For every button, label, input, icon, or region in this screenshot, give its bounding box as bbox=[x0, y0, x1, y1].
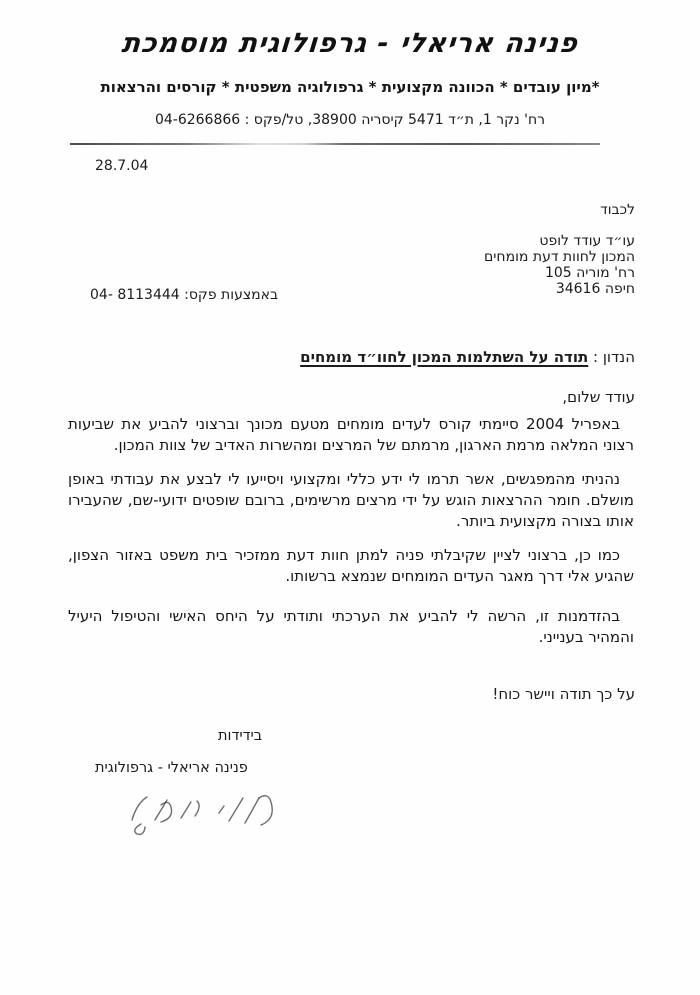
subject-line bbox=[300, 348, 635, 366]
recipient-line: רח' מוריה 105 bbox=[544, 265, 635, 281]
handwritten-signature bbox=[110, 780, 300, 850]
recipient-line: המכון לחוות דעת מומחים bbox=[484, 249, 635, 265]
letter-body bbox=[68, 414, 634, 661]
fax-note bbox=[90, 287, 278, 303]
thanks-line: על כך תודה ויישר כוח! bbox=[492, 685, 635, 703]
letter-date: 28.7.04 bbox=[95, 158, 149, 174]
recipient-salutation: לכבוד bbox=[600, 202, 635, 218]
closing-name: פנינה אריאלי - גרפולוגית bbox=[95, 760, 248, 776]
letterhead-title: פנינה אריאלי - גרפולוגית מוסמכת bbox=[120, 28, 580, 59]
fax-note-label: באמצעות פקס: bbox=[184, 287, 279, 303]
subject-text: תודה על השתלמות המכון לחוו״ד מומחים bbox=[300, 348, 589, 366]
body-paragraph: בהזדמנות זו, הרשה לי להביע את הערכתי ותודתי על היחס האישי והטיפול היעיל והמהיר בענייני. bbox=[68, 607, 634, 646]
fax-number: 04- 8113444 bbox=[90, 287, 180, 303]
body-paragraph: באפריל 2004 סיימתי קורס לעדים מומחים מטעם מכונך וברצוני להביע את שביעות רצוני המלאה מרמת הארגון, מרמתם של המרצים ומהשרות האדיב של צוות המכון. bbox=[68, 415, 634, 454]
body-paragraph: כמו כן, ברצוני לציין שקיבלתי פניה למתן חוות דעת ממזכיר בית משפט באזור הצפון, שהגיע אלי דרך מאגר העדים המומחים שנמצא ברשותו. bbox=[68, 546, 634, 585]
body-paragraph: נהניתי מהמפגשים, אשר תרמו לי ידע כללי ומקצועי ויסייעו לי לבצע את עבודתי באופן מושלם. חומר ההרצאות הוגש על ידי מרצים מרשימים, ברובם שופטים ידועי-שם, שהעבירו אותו בצורה מקצועית ביותר. bbox=[68, 470, 634, 530]
letterhead-address-line: רח' נקר 1, ת״ד 5471 קיסריה 38900, טל/פקס : 04-6266866 bbox=[154, 112, 546, 128]
recipient-line: חיפה 34616 bbox=[555, 281, 635, 297]
subject-label: הנדון : bbox=[593, 348, 635, 366]
greeting: עודד שלום, bbox=[562, 388, 635, 406]
letterhead-divider bbox=[70, 143, 600, 145]
recipient-address-block bbox=[484, 233, 635, 297]
letterhead-services-line: *מיון עובדים * הכוונה מקצועית * גרפולוגיה משפטית * קורסים והרצאות bbox=[100, 78, 600, 96]
closing-farewell: בידידות bbox=[218, 728, 263, 744]
recipient-line: עו״ד עודד לופט bbox=[539, 233, 635, 249]
